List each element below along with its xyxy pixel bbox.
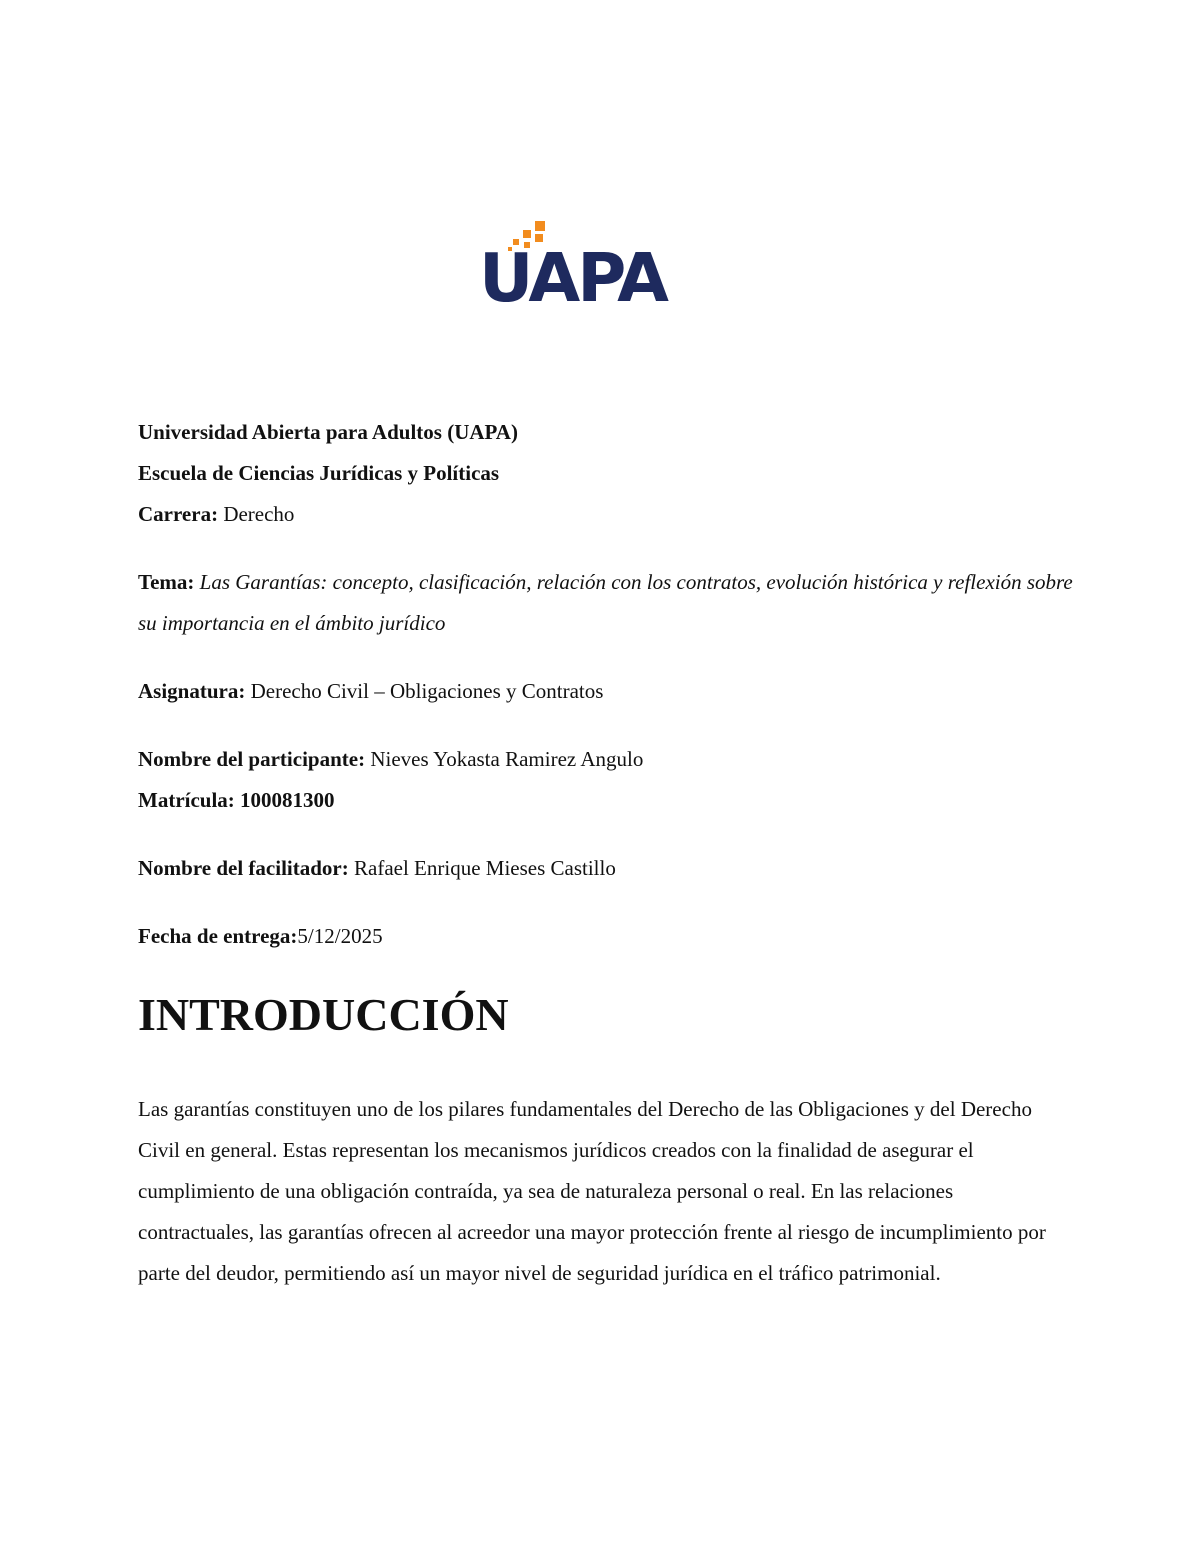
fecha-line (138, 916, 1078, 957)
logo-square (535, 221, 545, 231)
tema-label: Tema: (138, 570, 195, 594)
fecha-value: 5/12/2025 (297, 924, 383, 948)
tema-value: Las Garantías: concepto, clasificación, relación con los contratos, evolución histórica y reflexión sobre su importancia en el ámbito jurídico (138, 570, 1073, 635)
asignatura-line (138, 671, 1078, 712)
uapa-logo-graphic (478, 215, 723, 310)
fecha-label: Fecha de entrega: (138, 924, 298, 948)
school-name: Escuela de Ciencias Jurídicas y Políticas (138, 461, 500, 485)
asignatura-label: Asignatura: (138, 679, 246, 703)
matricula-line (138, 780, 1078, 821)
logo-wordmark: UAPA (479, 239, 667, 310)
university-name: Universidad Abierta para Adultos (UAPA) (138, 420, 518, 444)
matricula-value: 100081300 (240, 788, 335, 812)
participante-value: Nieves Yokasta Ramirez Angulo (370, 747, 644, 771)
matricula-label: Matrícula: (138, 788, 235, 812)
introduction-paragraph: Las garantías constituyen uno de los pilares fundamentales del Derecho de las Obligaciones y del Derecho Civil en general. Estas representan los mecanismos jurídicos creados con la finalidad de asegurar el cumplimiento de una obligación contraída, ya sea de naturaleza personal o real. En las relaciones contractuales, las garantías ofrecen al acreedor una mayor protección frente al riesgo de incumplimiento por parte del deudor, permitiendo así un mayor nivel de seguridad jurídica en el tráfico patrimonial. (138, 1097, 1046, 1285)
cover-info (138, 412, 1078, 957)
asignatura-value: Derecho Civil – Obligaciones y Contratos (250, 679, 604, 703)
facilitador-value: Rafael Enrique Mieses Castillo (354, 856, 616, 880)
career-label: Carrera: (138, 502, 219, 526)
career-value: Derecho (223, 502, 295, 526)
facilitador-line (138, 848, 1078, 889)
participante-label: Nombre del participante: (138, 747, 366, 771)
facilitador-label: Nombre del facilitador: (138, 856, 349, 880)
introduction-heading: INTRODUCCIÓN (138, 989, 509, 1040)
participante-line (138, 739, 1078, 780)
career-line (138, 494, 1078, 535)
logo-square (523, 230, 531, 238)
uapa-logo (478, 215, 723, 310)
tema-line (138, 562, 1078, 644)
